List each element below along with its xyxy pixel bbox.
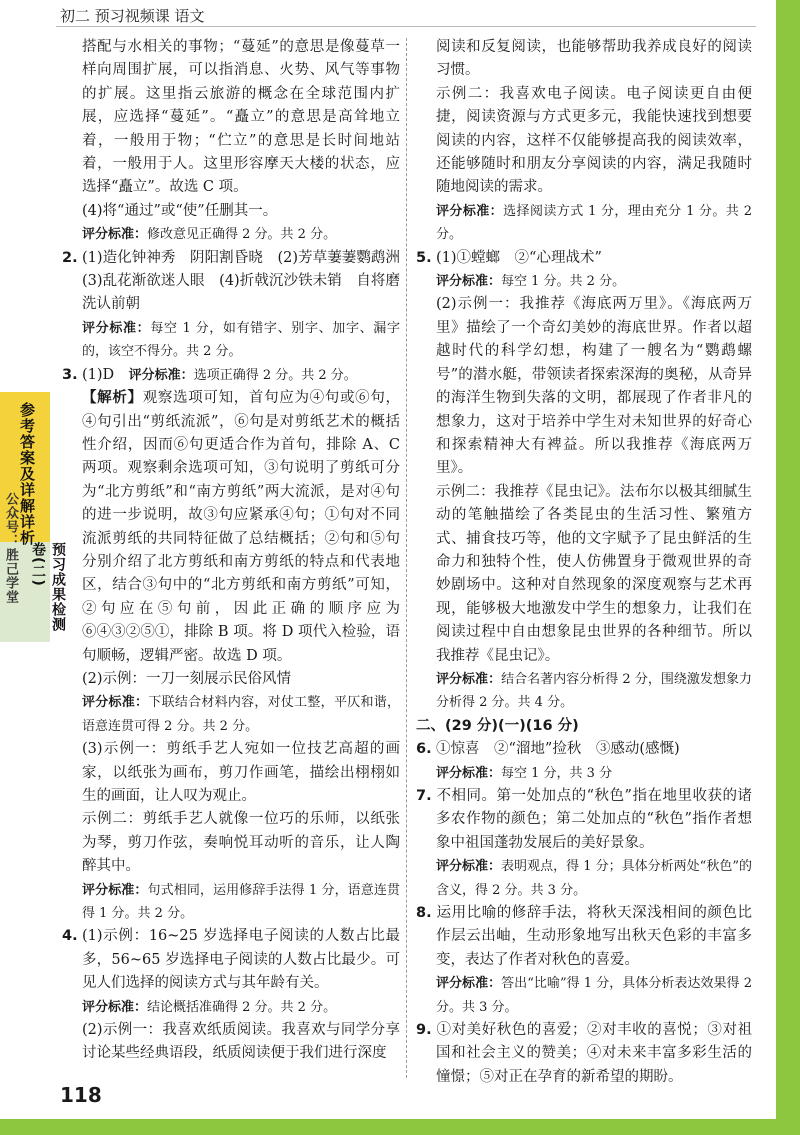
scoring-text: 下联结合材料内容，对仗工整，平仄和谐，语意连贯可得 2 分。共 2 分。	[82, 695, 400, 734]
q1-part4: (4)将“通过”或“使”任删其一。	[82, 202, 278, 219]
section-two-heading: 二、(29 分)(一)(16 分)	[416, 717, 579, 734]
q1-scoring	[62, 223, 400, 246]
scoring-text: 每空 1 分，如有错字、别字、加字、漏字的，该空不得分。共 2 分。	[82, 320, 400, 360]
q3-part3-scoring	[62, 879, 400, 926]
scoring-label: 评分标准：	[436, 976, 502, 992]
q4-example2: 示例二：我喜欢电子阅读。电子阅读更自由便捷，阅读资源与方式更多元，我能快速找到想要阅读的内容，这样不仅能够提高我的阅读效率，还能够随时和朋友分享阅读的内容，满足我随时随地阅读的需求。	[436, 85, 752, 196]
scoring-label: 评分标准：	[82, 695, 149, 711]
side-tab	[0, 392, 66, 642]
scoring-label: 评分标准：	[436, 203, 504, 219]
q2-number: 2.	[62, 249, 78, 266]
q9-text: ①对美好秋色的喜爱；②对丰收的喜悦；③对祖国和社会主义的赞美；④对未来丰富多彩生活的憧憬；⑤对正在孕育的新希望的期盼。	[436, 1022, 752, 1085]
side-tab-test-label: 预习成果检测卷(二)	[30, 542, 66, 632]
bottom-color-strip	[0, 1119, 800, 1135]
scoring-text: 每空 1 分。共 2 分。	[501, 274, 626, 290]
scoring-label: 评分标准：	[436, 274, 502, 290]
q3-analysis	[62, 387, 400, 668]
q9-answer	[416, 1019, 752, 1089]
scoring-text: 结论概括准确得 2 分。共 2 分。	[147, 999, 337, 1015]
q5-example1: (2)示例一：我推荐《海底两万里》。《海底两万里》描绘了一个奇幻美妙的海底世界。作者以超越时代的科学幻想，构建了一艘名为“鹦鹉螺号”的潜水艇，带领读者探索深海的奥秘，从奇异的海洋生物到失落的文明，都展现了作者非凡的想象力，这对于培养中学生对未知世界的好奇心和探索精神大有裨益。所以我推荐《海底两万里》。	[436, 296, 752, 477]
column-divider	[406, 38, 407, 1078]
scoring-text: 结合名著内容分析得 2 分，围绕激发想象力分析得 2 分。共 4 分。	[436, 671, 752, 711]
q2-answer	[62, 247, 415, 317]
q5-answer	[416, 247, 752, 270]
q4-scoring	[62, 996, 400, 1019]
q6-answer	[416, 738, 752, 761]
q4-number: 4.	[62, 928, 78, 945]
scoring-label: 评分标准：	[436, 765, 502, 781]
scoring-label: 评分标准：	[82, 320, 151, 336]
q2-scoring	[62, 317, 400, 364]
q4-part2: (2)示例一：我喜欢纸质阅读。我喜欢与同学分享讨论某些经典语段，纸质阅读便于我们进行深度	[82, 1022, 400, 1062]
scoring-label: 评分标准：	[82, 227, 148, 243]
scoring-text: 表明观点，得 1 分；具体分析两处“秋色”的含义，得 2 分。共 3 分。	[436, 859, 752, 898]
right-column	[416, 36, 752, 1089]
scoring-text: 答出“比喻”得 1 分，具体分析表达效果得 2 分。共 3 分。	[436, 976, 752, 1015]
q5-part2-scoring	[416, 668, 752, 715]
scoring-text: 句式相同，运用修辞手法得 1 分，语意连贯得 1 分。共 2 分。	[82, 882, 400, 922]
q6-number: 6.	[416, 741, 432, 758]
scoring-label: 评分标准：	[436, 859, 502, 875]
page-header	[0, 0, 800, 26]
q8-answer	[416, 902, 752, 972]
q5-number: 5.	[416, 249, 432, 266]
q1-continued: 搭配与水相关的事物；“蔓延”的意思是像蔓草一样向周围扩展，可以指消息、火势、风气等事物的扩展。这里指云旅游的概念在全球范围内扩展，应选择“蔓延”。“矗立”的意思是高耸地立着，一般用于物；“伫立”的意思是长时间地站着，一般用于人。这里形容摩天大楼的状态，应选择“矗立”。故选 C 项。	[82, 39, 400, 196]
side-tab-watermark: 公众号：胜己学堂	[3, 492, 18, 604]
q3-answer	[62, 364, 400, 387]
side-tab-answers-label: 参考答案及详解详析	[18, 402, 36, 546]
analysis-text: 观察选项可知，首句应为④句或⑥句，④句引出“剪纸流派”，⑥句是对剪纸艺术的概括性介绍，因而⑥句更适合作为首句，排除 A、C 两项。观察剩余选项可知，③句说明了剪纸可分为“北方剪纸”和“南方剪纸”两大流派，是对④句的进一步说明，故③句应紧承④句；①句对不同流派剪纸的共同特征做了总结概括；②句和⑤句分别介绍了北方剪纸和南方剪纸的特点和代表地区，结合③句中的“北方剪纸和南方剪纸”可知，②句应在⑤句前，因此正确的顺序应为⑥④③②⑤①，排除 B 项。将 D 项代入检验，语句顺畅，逻辑严密。故选 D 项。	[82, 390, 401, 664]
scoring-label: 评分标准：	[82, 999, 148, 1015]
q8-text: 运用比喻的修辞手法，将秋天深浅相间的颜色比作层云出岫，生动形象地写出秋天色彩的丰富多变，表达了作者对秋色的喜爱。	[436, 905, 752, 968]
header-rule	[56, 26, 756, 27]
analysis-label: 【解析】	[82, 390, 143, 407]
q3-part2: (2)示例：一刀一刻展示民俗风情	[82, 670, 292, 687]
q4-text: (1)示例：16~25 岁选择电子阅读的人数占比最多，56~65 岁选择电子阅读的人数占比最少。可见人们选择的阅读方式与其年龄有关。	[82, 928, 400, 992]
q7-scoring	[416, 855, 752, 902]
q6-text: ①惊喜 ②“溜地”捡秋 ③感动(感慨)	[436, 741, 680, 758]
q8-scoring	[416, 972, 752, 1019]
q4-part2-continued: 阅读和反复阅读，也能够帮助我养成良好的阅读习惯。	[436, 39, 752, 79]
page-number: 118	[60, 1083, 102, 1107]
q5-example2: 示例二：我推荐《昆虫记》。法布尔以极其细腻生动的笔触描绘了各类昆虫的生活习性、繁殖方式、捕食技巧等，他的文字赋予了昆虫鲜活的生命力和独特个性，使人仿佛置身于微观世界的奇妙剧场中。这种对自然现象的深度观察与艺术再现，能够极大地激发中学生的想象力，让我们在阅读过程中自由想象昆虫世界的各种细节。所以我推荐《昆虫记》。	[436, 483, 752, 664]
q9-number: 9.	[416, 1022, 432, 1039]
scoring-text: 修改意见正确得 2 分。共 2 分。	[147, 227, 337, 243]
scoring-text: 每空 1 分，共 3 分	[501, 765, 613, 781]
scoring-label: 评分标准：	[128, 367, 194, 383]
q4-part2-scoring	[416, 200, 752, 247]
q5-scoring	[416, 270, 752, 293]
q7-number: 7.	[416, 788, 432, 804]
q2-text: (1)造化钟神秀 阴阳割昏晓 (2)芳草萋萋鹦鹉洲 (3)乱花渐欲迷人眼 (4)折戟沉沙铁未销 自将磨洗认前朝	[82, 249, 415, 313]
q3-number: 3.	[62, 366, 78, 383]
q7-text: 不相同。第一处加点的“秋色”指在地里收获的诸多农作物的颜色；第二处加点的“秋色”指作者想象中祖国蓬勃发展后的美好景象。	[436, 788, 752, 851]
scoring-label: 评分标准：	[82, 882, 148, 898]
left-column	[62, 36, 415, 1066]
scoring-text: 选项正确得 2 分。共 2 分。	[193, 367, 357, 383]
q7-answer	[416, 785, 752, 855]
q3-part3-example1: (3)示例一：剪纸手艺人宛如一位技艺高超的画家，以纸张为画布，剪刀作画笔，描绘出栩栩如生的画面，让人叹为观止。	[82, 741, 400, 804]
scoring-label: 评分标准：	[436, 671, 502, 687]
q4-answer	[62, 925, 400, 995]
q3-part2-scoring	[62, 691, 400, 738]
header-title: 初二 预习视频课 语文	[60, 7, 205, 25]
q8-number: 8.	[416, 905, 432, 922]
q5-text: (1)①螳螂 ②“心理战术”	[436, 249, 602, 266]
right-color-strip	[776, 0, 800, 1135]
scoring-text: 选择阅读方式 1 分，理由充分 1 分。共 2 分。	[436, 203, 752, 243]
q6-scoring	[416, 762, 752, 785]
q3-choice: (1)D	[82, 366, 129, 383]
q3-part3-example2: 示例二：剪纸手艺人就像一位巧的乐师，以纸张为琴，剪刀作弦，奏响悦耳动听的音乐，让人陶醉其中。	[82, 811, 400, 875]
